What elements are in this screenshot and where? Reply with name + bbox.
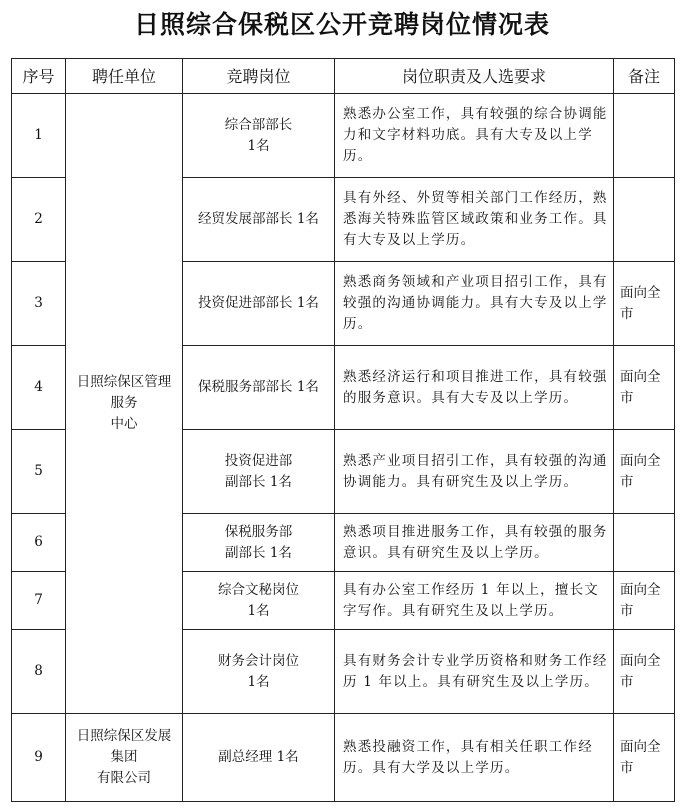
row-seq: 5 [12,430,66,514]
row-note: 面向全市 [614,346,675,430]
row-position: 投资促进部部长 1名 [183,262,335,346]
row-note [614,178,675,262]
row-duty: 熟悉经济运行和项目推进工作，具有较强的服务意识。具有大专及以上学历。 [335,346,614,430]
row-note [614,94,675,178]
page-title: 日照综合保税区公开竞聘岗位情况表 [133,10,550,39]
row-note [614,514,675,572]
header-position: 竞聘岗位 [183,59,335,94]
row-duty: 熟悉产业项目招引工作，具有较强的沟通协调能力。具有研究生及以上学历。 [335,430,614,514]
row-seq: 7 [12,572,66,630]
row-seq: 1 [12,94,66,178]
row-position: 经贸发展部部长 1名 [183,178,335,262]
row-position: 投资促进部 副部长 1名 [183,430,335,514]
row-note: 面向全市 [614,572,675,630]
table-row [12,714,675,802]
row-duty: 熟悉项目推进服务工作，具有较强的服务意识。具有研究生及以上学历。 [335,514,614,572]
row-note: 面向全市 [614,430,675,514]
row-duty: 熟悉商务领域和产业项目招引工作，具有较强的沟通协调能力。具有大专及以上学历。 [335,262,614,346]
position-table [11,58,675,802]
row-duty: 具有财务会计专业学历资格和财务工作经历 1 年以上。具有研究生及以上学历。 [335,630,614,714]
row-position: 副总经理 1名 [183,714,335,802]
header-duty: 岗位职责及人选要求 [335,59,614,94]
header-note: 备注 [614,59,675,94]
row-duty: 具有办公室工作经历 1 年以上，擅长文字写作。具有研究生及以上学历。 [335,572,614,630]
row-duty: 熟悉办公室工作，具有较强的综合协调能力和文字材料功底。具有大专及以上学历。 [335,94,614,178]
row-seq: 2 [12,178,66,262]
row-position: 综合文秘岗位 1名 [183,572,335,630]
row-seq: 8 [12,630,66,714]
row-seq: 6 [12,514,66,572]
row-position: 财务会计岗位 1名 [183,630,335,714]
row-duty: 熟悉投融资工作，具有相关任职工作经历。具有大学及以上学历。 [335,714,614,802]
row-seq: 3 [12,262,66,346]
row-note: 面向全市 [614,262,675,346]
row-position: 保税服务部部长 1名 [183,346,335,430]
row-note: 面向全市 [614,714,675,802]
row-position: 保税服务部 副部长 1名 [183,514,335,572]
table-header-row [12,59,675,94]
unit-cell: 日照综保区发展集团 有限公司 [66,714,183,802]
row-position: 综合部部长 1名 [183,94,335,178]
unit-cell: 日照综保区管理服务 中心 [66,94,183,714]
header-seq: 序号 [12,59,66,94]
table-row [12,94,675,178]
row-duty: 具有外经、外贸等相关部门工作经历，熟悉海关特殊监管区域政策和业务工作。具有大专及以上学历。 [335,178,614,262]
row-note: 面向全市 [614,630,675,714]
header-unit: 聘任单位 [66,59,183,94]
row-seq: 9 [12,714,66,802]
row-seq: 4 [12,346,66,430]
